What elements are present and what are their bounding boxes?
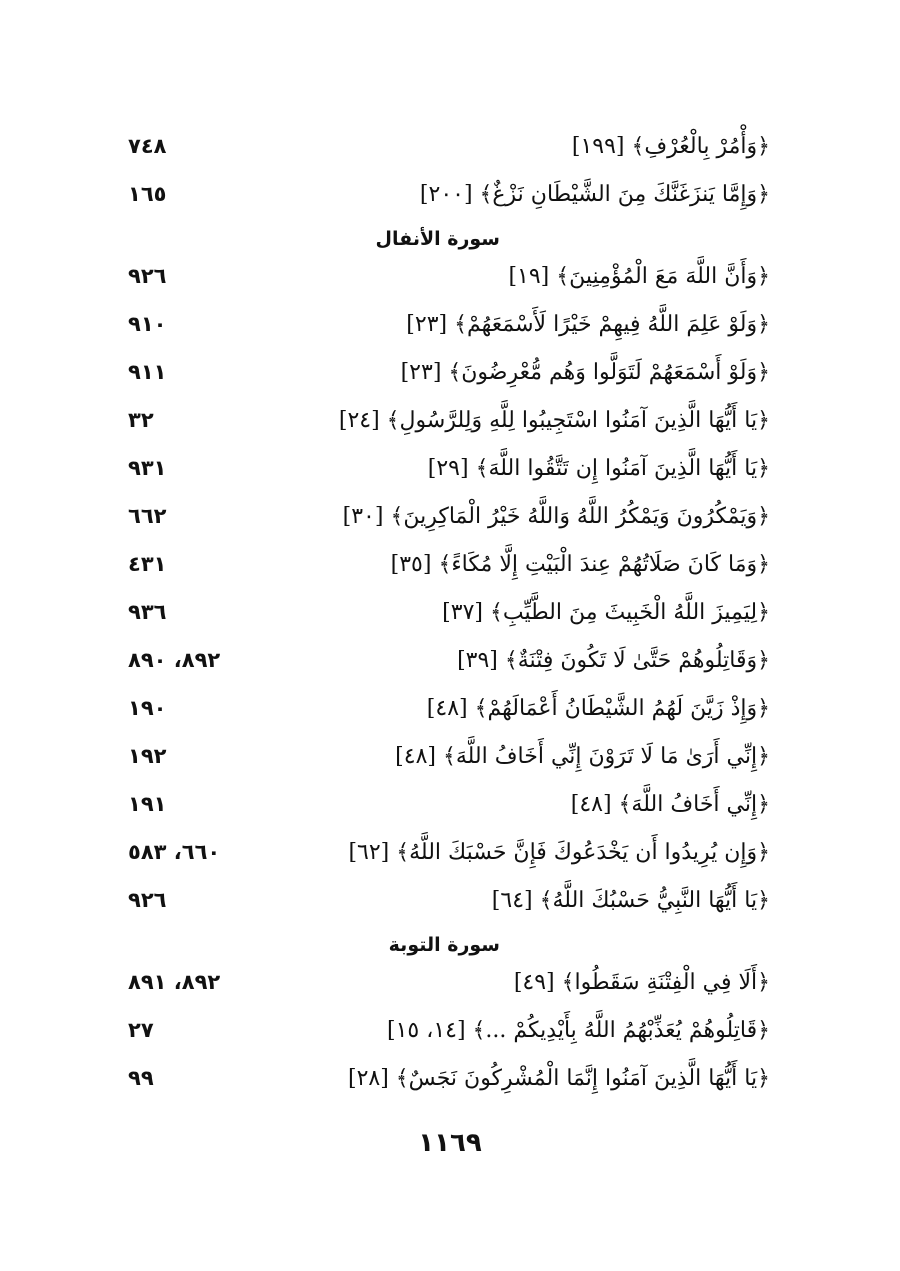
page-references: ٤٣١ bbox=[128, 552, 167, 576]
index-entry bbox=[120, 834, 770, 874]
index-entry bbox=[120, 1012, 770, 1052]
surah-heading: سورة الأنفال bbox=[375, 228, 500, 250]
page-references: ٣٢ bbox=[128, 408, 154, 432]
page-references: ٦٦٢ bbox=[128, 504, 167, 528]
verse-text: ﴿وَإِذْ زَيَّنَ لَهُمُ الشَّيْطَانُ أَعْمَالَهُمْ﴾ [٤٨] bbox=[426, 696, 770, 721]
page-references: ٩٩ bbox=[128, 1066, 154, 1090]
page-references: ٩٢٦ bbox=[128, 264, 167, 288]
index-entry bbox=[120, 258, 770, 298]
page-references: ١٩١ bbox=[128, 792, 167, 816]
index-entry bbox=[120, 498, 770, 538]
index-entry bbox=[120, 882, 770, 922]
verse-text: ﴿يَا أَيُّهَا الَّذِينَ آمَنُوا إِن تَتَّقُوا اللَّهَ﴾ [٢٩] bbox=[427, 456, 770, 481]
verse-text: ﴿وَإِمَّا يَنزَغَنَّكَ مِنَ الشَّيْطَانِ نَزْغٌ﴾ [٢٠٠] bbox=[419, 182, 770, 207]
verse-text: ﴿وَأَنَّ اللَّهَ مَعَ الْمُؤْمِنِينَ﴾ [١٩] bbox=[508, 264, 770, 289]
verse-text: ﴿قَاتِلُوهُمْ يُعَذِّبْهُمُ اللَّهُ بِأَيْدِيكُمْ ...﴾ [١٤، ١٥] bbox=[386, 1018, 770, 1043]
page-references: ٩٣١ bbox=[128, 456, 167, 480]
page-references: ٩١١ bbox=[128, 360, 167, 384]
index-entry bbox=[120, 1060, 770, 1100]
index-entry bbox=[120, 964, 770, 1004]
page-references: ٩٢٦ bbox=[128, 888, 167, 912]
verse-text: ﴿أَلَا فِي الْفِتْنَةِ سَقَطُوا﴾ [٤٩] bbox=[513, 970, 770, 995]
page-number: ١١٦٩ bbox=[418, 1128, 482, 1158]
page-references: ٢٧ bbox=[128, 1018, 154, 1042]
surah-heading: سورة التوبة bbox=[388, 934, 500, 956]
verse-text: ﴿إِنِّي أَرَىٰ مَا لَا تَرَوْنَ إِنِّي أَخَافُ اللَّهَ﴾ [٤٨] bbox=[395, 744, 770, 769]
verse-text: ﴿يَا أَيُّهَا النَّبِيُّ حَسْبُكَ اللَّهُ﴾ [٦٤] bbox=[491, 888, 770, 913]
index-entry bbox=[120, 786, 770, 826]
page-references: ١٦٥ bbox=[128, 182, 167, 206]
page-references: ٧٤٨ bbox=[128, 134, 167, 158]
verse-text: ﴿وَيَمْكُرُونَ وَيَمْكُرُ اللَّهُ وَاللَّهُ خَيْرُ الْمَاكِرِينَ﴾ [٣٠] bbox=[342, 504, 770, 529]
page-references: ٩٣٦ bbox=[128, 600, 167, 624]
verse-text: ﴿وَإِن يُرِيدُوا أَن يَخْدَعُوكَ فَإِنَّ حَسْبَكَ اللَّهُ﴾ [٦٢] bbox=[348, 840, 770, 865]
page-references: ١٩٢ bbox=[128, 744, 167, 768]
index-entry bbox=[120, 594, 770, 634]
verse-text: ﴿وَمَا كَانَ صَلَاتُهُمْ عِندَ الْبَيْتِ إِلَّا مُكَاءً﴾ [٣٥] bbox=[390, 552, 770, 577]
index-entry bbox=[120, 642, 770, 682]
index-entry bbox=[120, 402, 770, 442]
verse-text: ﴿وَلَوْ أَسْمَعَهُمْ لَتَوَلَّوا وَهُم مُّعْرِضُونَ﴾ [٢٣] bbox=[400, 360, 770, 385]
verse-text: ﴿وَأْمُرْ بِالْعُرْفِ﴾ [١٩٩] bbox=[571, 134, 770, 159]
index-entry bbox=[120, 690, 770, 730]
index-entry bbox=[120, 450, 770, 490]
page-references: ٨٩٢، ٨٩٠ bbox=[128, 648, 221, 672]
verse-text: ﴿وَقَاتِلُوهُمْ حَتَّىٰ لَا تَكُونَ فِتْنَةٌ﴾ [٣٩] bbox=[457, 648, 770, 673]
index-entry bbox=[120, 546, 770, 586]
page-references: ٨٩٢، ٨٩١ bbox=[128, 970, 221, 994]
index-entry bbox=[120, 128, 770, 168]
verse-text: ﴿يَا أَيُّهَا الَّذِينَ آمَنُوا إِنَّمَا الْمُشْرِكُونَ نَجَسٌ﴾ [٢٨] bbox=[347, 1066, 770, 1091]
verse-text: ﴿وَلَوْ عَلِمَ اللَّهُ فِيهِمْ خَيْرًا لَأَسْمَعَهُمْ﴾ [٢٣] bbox=[406, 312, 770, 337]
index-entry bbox=[120, 354, 770, 394]
page-references: ٦٦٠، ٥٨٣ bbox=[128, 840, 221, 864]
index-entry bbox=[120, 176, 770, 216]
verse-text: ﴿يَا أَيُّهَا الَّذِينَ آمَنُوا اسْتَجِيبُوا لِلَّهِ وَلِلرَّسُولِ﴾ [٢٤] bbox=[338, 408, 770, 433]
index-entry bbox=[120, 306, 770, 346]
page-references: ١٩٠ bbox=[128, 696, 167, 720]
page-references: ٩١٠ bbox=[128, 312, 167, 336]
index-entry bbox=[120, 738, 770, 778]
verse-text: ﴿إِنِّي أَخَافُ اللَّهَ﴾ [٤٨] bbox=[570, 792, 770, 817]
verse-text: ﴿لِيَمِيزَ اللَّهُ الْخَبِيثَ مِنَ الطَّيِّبِ﴾ [٣٧] bbox=[442, 600, 770, 625]
